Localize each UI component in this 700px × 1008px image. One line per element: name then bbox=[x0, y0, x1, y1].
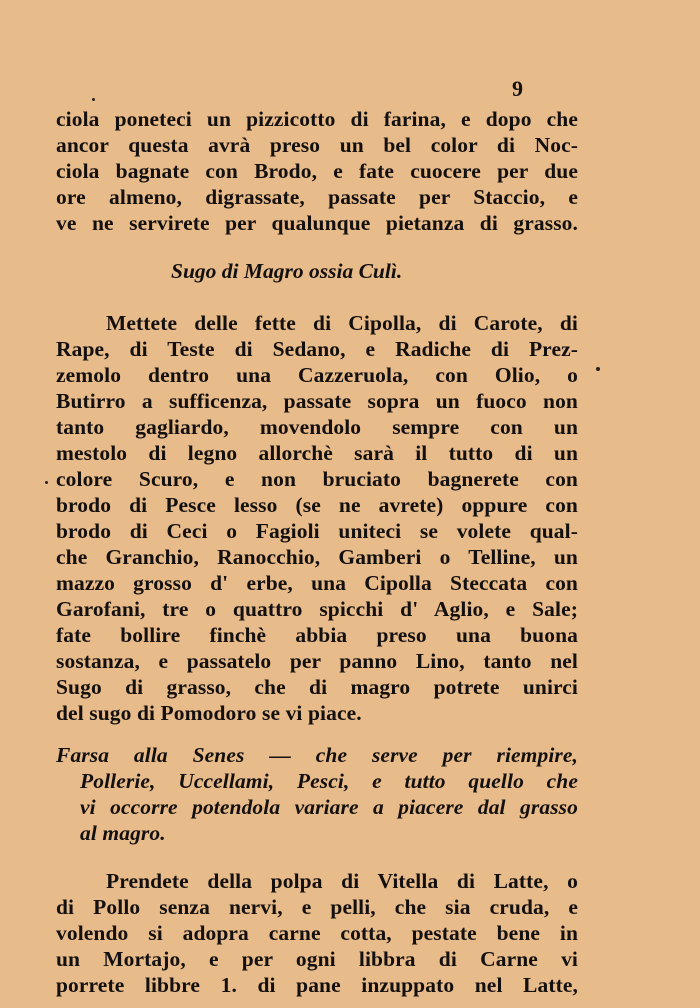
text-line: tanto gagliardo, movendolo sempre con un bbox=[56, 415, 578, 439]
text-line: porrete libbre 1. di pane inzuppato nel Latte, bbox=[56, 973, 578, 997]
text-line: Rape, di Teste di Sedano, e Radiche di Prez- bbox=[56, 337, 578, 361]
text-line: Sugo di grasso, che di magro potrete unirci bbox=[56, 675, 578, 699]
text-line: zemolo dentro una Cazzeruola, con Olio, o bbox=[56, 363, 578, 387]
heading-line: vi occorre potendola variare a piacere dal grasso bbox=[80, 795, 578, 819]
heading-line: al magro. bbox=[80, 821, 166, 845]
text-line: mazzo grosso d' erbe, una Cipolla Steccata con bbox=[56, 571, 578, 595]
text-line: Butirro a sufficenza, passate sopra un fuoco non bbox=[56, 389, 578, 413]
text-line: che Granchio, Ranocchio, Gamberi o Telline, un bbox=[56, 545, 578, 569]
text-line: un Mortajo, e per ogni libbra di Carne vi bbox=[56, 947, 578, 971]
text-line: brodo di Ceci o Fagioli uniteci se volete qual- bbox=[56, 519, 578, 543]
heading-line: Farsa alla Senes — che serve per riempire, bbox=[56, 743, 578, 767]
section-heading-sugo-di-magro: Sugo di Magro ossia Culì. bbox=[171, 259, 403, 283]
paragraph-sugo-di-magro bbox=[56, 310, 578, 726]
text-line: ciola poneteci un pizzicotto di farina, e dopo che bbox=[56, 107, 578, 131]
text-line: colore Scuro, e non bruciato bagnerete con bbox=[56, 467, 578, 491]
text-line: volendo si adopra carne cotta, pestate bene in bbox=[56, 921, 578, 945]
text-line: ancor questa avrà preso un bel color di Noc- bbox=[56, 133, 578, 157]
text-line: fate bollire finchè abbia preso una buona bbox=[56, 623, 578, 647]
text-line: Mettete delle fette di Cipolla, di Carote, di bbox=[106, 311, 578, 335]
ink-speck bbox=[596, 367, 600, 371]
text-line: ore almeno, digrassate, passate per Staccio, e bbox=[56, 185, 578, 209]
page-number: 9 bbox=[512, 76, 523, 101]
text-line: di Pollo senza nervi, e pelli, che sia cruda, e bbox=[56, 895, 578, 919]
text-line: mestolo di legno allorchè sarà il tutto di un bbox=[56, 441, 578, 465]
paragraph-farsa-alla-senes bbox=[56, 868, 578, 998]
paragraph-continuation bbox=[56, 106, 578, 236]
text-line: ve ne servirete per qualunque pietanza di grasso. bbox=[56, 211, 578, 235]
text-line: brodo di Pesce lesso (se ne avrete) oppure con bbox=[56, 493, 578, 517]
text-line: del sugo di Pomodoro se vi piace. bbox=[56, 701, 362, 725]
ink-speck bbox=[92, 98, 95, 101]
heading-line: Pollerie, Uccellami, Pesci, e tutto quello che bbox=[80, 769, 578, 793]
text-line: ciola bagnate con Brodo, e fate cuocere per due bbox=[56, 159, 578, 183]
text-line: Garofani, tre o quattro spicchi d' Aglio, e Sale; bbox=[56, 597, 578, 621]
text-line: sostanza, e passatelo per panno Lino, tanto nel bbox=[56, 649, 578, 673]
text-line: Prendete della polpa di Vitella di Latte, o bbox=[106, 869, 578, 893]
ink-speck bbox=[45, 481, 48, 484]
section-heading-farsa-alla-senes bbox=[56, 742, 578, 846]
